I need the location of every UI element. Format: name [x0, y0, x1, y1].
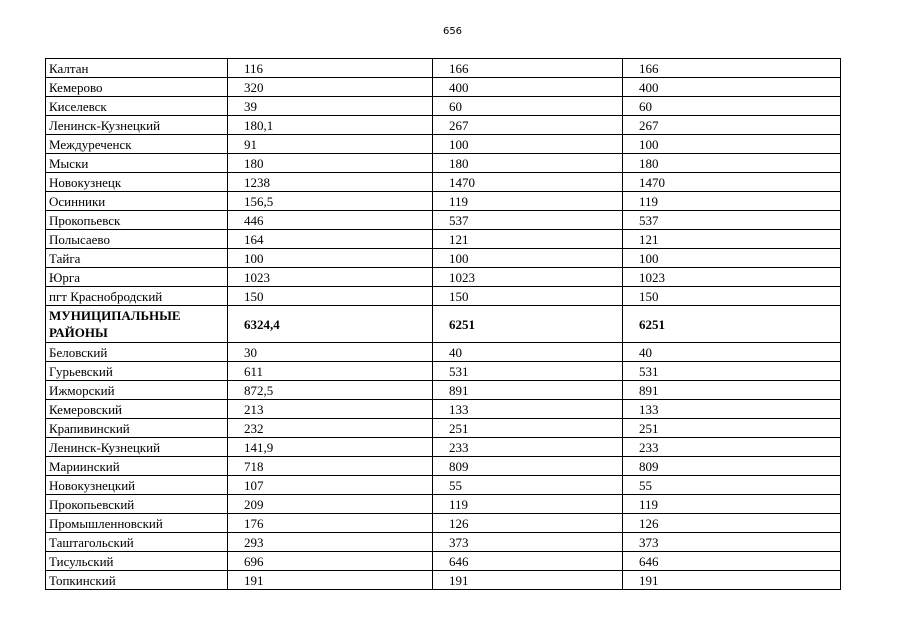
- table-row: [46, 59, 841, 78]
- row-value-1: 209: [228, 495, 433, 514]
- row-name: Мыски: [46, 154, 228, 173]
- table-row: [46, 192, 841, 211]
- row-value-2: 400: [433, 78, 623, 97]
- row-name: Ижморский: [46, 381, 228, 400]
- row-value-3: 537: [623, 211, 841, 230]
- section-value-2: 6251: [433, 306, 623, 343]
- row-value-2: 537: [433, 211, 623, 230]
- table-row: [46, 457, 841, 476]
- row-value-1: 141,9: [228, 438, 433, 457]
- table-row: [46, 381, 841, 400]
- table-row: [46, 400, 841, 419]
- row-value-2: 251: [433, 419, 623, 438]
- table-row: [46, 419, 841, 438]
- table-row: [46, 249, 841, 268]
- table-row: [46, 476, 841, 495]
- table-row: [46, 571, 841, 590]
- row-name: Топкинский: [46, 571, 228, 590]
- row-value-3: 531: [623, 362, 841, 381]
- row-value-2: 891: [433, 381, 623, 400]
- section-name: МУНИЦИПАЛЬНЫЕ РАЙОНЫ: [46, 306, 228, 343]
- row-name: Ленинск-Кузнецкий: [46, 438, 228, 457]
- row-value-3: 809: [623, 457, 841, 476]
- row-value-3: 126: [623, 514, 841, 533]
- row-value-2: 150: [433, 287, 623, 306]
- row-value-2: 126: [433, 514, 623, 533]
- row-value-3: 150: [623, 287, 841, 306]
- row-value-3: 55: [623, 476, 841, 495]
- row-value-1: 191: [228, 571, 433, 590]
- row-value-1: 696: [228, 552, 433, 571]
- row-value-3: 891: [623, 381, 841, 400]
- row-value-3: 233: [623, 438, 841, 457]
- section-value-1: 6324,4: [228, 306, 433, 343]
- row-value-1: 872,5: [228, 381, 433, 400]
- row-value-3: 267: [623, 116, 841, 135]
- row-name: Киселевск: [46, 97, 228, 116]
- table-row: [46, 154, 841, 173]
- row-name: Осинники: [46, 192, 228, 211]
- row-name: Гурьевский: [46, 362, 228, 381]
- table-row: [46, 343, 841, 362]
- row-value-1: 30: [228, 343, 433, 362]
- row-value-1: 293: [228, 533, 433, 552]
- row-name: Междуреченск: [46, 135, 228, 154]
- row-value-3: 133: [623, 400, 841, 419]
- row-name: Юрга: [46, 268, 228, 287]
- row-name: Новокузнецк: [46, 173, 228, 192]
- row-value-2: 233: [433, 438, 623, 457]
- row-name: Промышленновский: [46, 514, 228, 533]
- row-value-3: 400: [623, 78, 841, 97]
- section-value-3: 6251: [623, 306, 841, 343]
- row-value-2: 133: [433, 400, 623, 419]
- table-row: [46, 78, 841, 97]
- row-value-3: 60: [623, 97, 841, 116]
- row-value-1: 180,1: [228, 116, 433, 135]
- row-name: пгт Краснобродский: [46, 287, 228, 306]
- row-value-1: 611: [228, 362, 433, 381]
- row-name: Новокузнецкий: [46, 476, 228, 495]
- row-value-2: 166: [433, 59, 623, 78]
- row-value-2: 100: [433, 249, 623, 268]
- row-name: Полысаево: [46, 230, 228, 249]
- page-number: 656: [442, 26, 463, 37]
- row-value-2: 191: [433, 571, 623, 590]
- row-value-3: 100: [623, 135, 841, 154]
- row-value-3: 251: [623, 419, 841, 438]
- row-value-2: 100: [433, 135, 623, 154]
- row-value-2: 267: [433, 116, 623, 135]
- row-value-2: 180: [433, 154, 623, 173]
- row-value-1: 1023: [228, 268, 433, 287]
- row-value-2: 55: [433, 476, 623, 495]
- row-value-1: 1238: [228, 173, 433, 192]
- row-value-2: 646: [433, 552, 623, 571]
- row-value-1: 150: [228, 287, 433, 306]
- table-row: [46, 514, 841, 533]
- row-value-2: 40: [433, 343, 623, 362]
- table-row: [46, 287, 841, 306]
- row-value-3: 646: [623, 552, 841, 571]
- row-value-3: 119: [623, 495, 841, 514]
- row-value-1: 232: [228, 419, 433, 438]
- row-name: Тайга: [46, 249, 228, 268]
- row-value-1: 107: [228, 476, 433, 495]
- table-row: [46, 362, 841, 381]
- row-name: Калтан: [46, 59, 228, 78]
- row-value-3: 119: [623, 192, 841, 211]
- row-name: Ленинск-Кузнецкий: [46, 116, 228, 135]
- table-row: [46, 173, 841, 192]
- row-name: Крапивинский: [46, 419, 228, 438]
- row-name: Мариинский: [46, 457, 228, 476]
- row-value-1: 100: [228, 249, 433, 268]
- row-name: Беловский: [46, 343, 228, 362]
- row-value-1: 446: [228, 211, 433, 230]
- row-value-1: 91: [228, 135, 433, 154]
- row-value-1: 213: [228, 400, 433, 419]
- row-value-1: 176: [228, 514, 433, 533]
- row-value-1: 156,5: [228, 192, 433, 211]
- row-name: Кемеровский: [46, 400, 228, 419]
- row-value-3: 1470: [623, 173, 841, 192]
- table-row: [46, 135, 841, 154]
- row-value-3: 100: [623, 249, 841, 268]
- row-value-2: 1470: [433, 173, 623, 192]
- data-table: [45, 58, 841, 590]
- section-header-row: [46, 306, 841, 343]
- row-value-2: 119: [433, 495, 623, 514]
- row-value-3: 40: [623, 343, 841, 362]
- row-value-1: 116: [228, 59, 433, 78]
- row-value-2: 373: [433, 533, 623, 552]
- row-value-2: 809: [433, 457, 623, 476]
- table-row: [46, 438, 841, 457]
- row-name: Прокопьевский: [46, 495, 228, 514]
- table-row: [46, 495, 841, 514]
- row-value-3: 191: [623, 571, 841, 590]
- row-value-1: 718: [228, 457, 433, 476]
- row-value-3: 1023: [623, 268, 841, 287]
- row-value-1: 180: [228, 154, 433, 173]
- table-row: [46, 268, 841, 287]
- row-name: Кемерово: [46, 78, 228, 97]
- row-name: Тисульский: [46, 552, 228, 571]
- table-row: [46, 211, 841, 230]
- row-value-1: 164: [228, 230, 433, 249]
- row-value-1: 39: [228, 97, 433, 116]
- row-value-2: 531: [433, 362, 623, 381]
- row-value-3: 166: [623, 59, 841, 78]
- row-value-3: 373: [623, 533, 841, 552]
- table-row: [46, 97, 841, 116]
- table-row: [46, 230, 841, 249]
- row-value-2: 1023: [433, 268, 623, 287]
- row-value-2: 60: [433, 97, 623, 116]
- table-row: [46, 533, 841, 552]
- row-value-1: 320: [228, 78, 433, 97]
- row-value-2: 119: [433, 192, 623, 211]
- row-value-2: 121: [433, 230, 623, 249]
- table-row: [46, 116, 841, 135]
- row-value-3: 180: [623, 154, 841, 173]
- row-name: Таштагольский: [46, 533, 228, 552]
- table-row: [46, 552, 841, 571]
- row-name: Прокопьевск: [46, 211, 228, 230]
- row-value-3: 121: [623, 230, 841, 249]
